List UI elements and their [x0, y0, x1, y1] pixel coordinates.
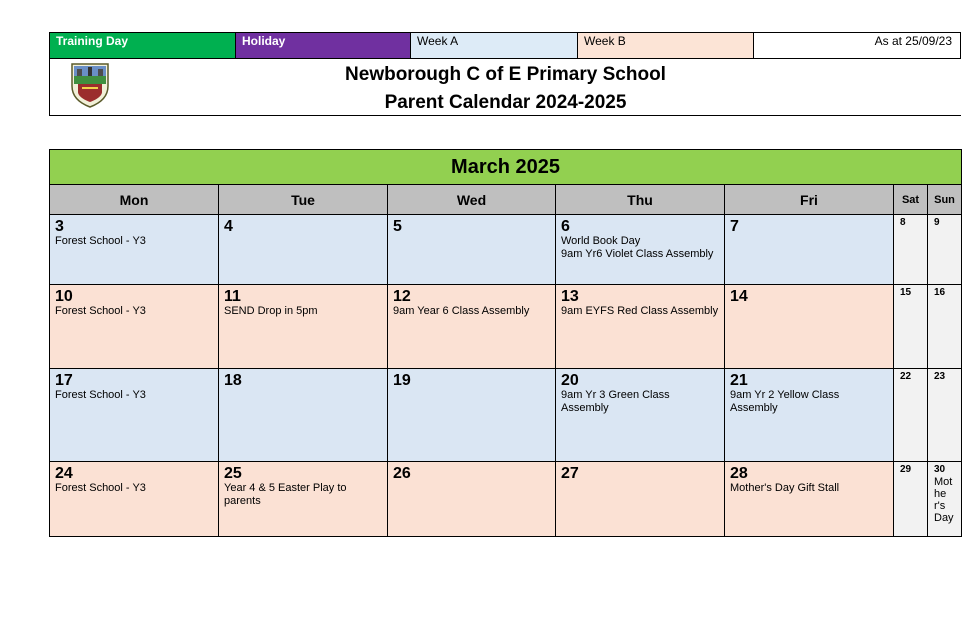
weekday-header: Tue [219, 185, 388, 215]
day-number: 15 [900, 287, 912, 298]
calendar-event: Year 4 & 5 Easter Play to parents [224, 482, 347, 507]
day-number: 8 [900, 217, 906, 228]
day-number: 17 [55, 372, 73, 389]
weekend-day-cell [928, 285, 962, 369]
legend-training-day: Training Day [50, 33, 236, 58]
calendar-event: Mother's Day [934, 476, 954, 524]
calendar-legend [49, 32, 961, 59]
calendar-event: 9am EYFS Red Class Assembly [561, 305, 719, 317]
day-number: 27 [561, 465, 579, 482]
calendar-event: 9am Yr 3 Green Class Assembly [561, 389, 670, 414]
day-cell [219, 369, 388, 462]
weekday-header: Sat [894, 185, 928, 215]
day-cell [725, 285, 894, 369]
calendar-week-row [50, 462, 962, 537]
day-cell [50, 369, 219, 462]
weekend-day-cell [894, 462, 928, 537]
day-number: 18 [224, 372, 242, 389]
calendar-event: 9am Yr 2 Yellow Class Assembly [730, 389, 840, 414]
day-number: 10 [55, 288, 73, 305]
day-number: 4 [224, 218, 233, 235]
day-cell [388, 462, 556, 537]
day-number: 23 [934, 371, 946, 382]
calendar-week-row [50, 285, 962, 369]
day-number: 22 [900, 371, 912, 382]
day-cell [556, 462, 725, 537]
day-number: 26 [393, 465, 411, 482]
day-number: 13 [561, 288, 579, 305]
as-at-date: As at 25/09/23 [874, 34, 952, 48]
day-number: 9 [934, 217, 940, 228]
calendar-event: SEND Drop in 5pm [224, 305, 318, 317]
day-cell [50, 215, 219, 285]
weekday-header: Sun [928, 185, 962, 215]
school-name: Newborough C of E Primary School [345, 64, 666, 85]
calendar-event: Forest School - Y3 [55, 482, 146, 494]
calendar-title: Parent Calendar 2024-2025 [384, 92, 627, 113]
weekday-header: Wed [388, 185, 556, 215]
month-title: March 2025 [50, 150, 962, 185]
weekday-header: Fri [725, 185, 894, 215]
day-number: 3 [55, 218, 64, 235]
day-cell [725, 462, 894, 537]
calendar-week-row [50, 215, 962, 285]
day-number: 5 [393, 218, 402, 235]
weekday-header: Thu [556, 185, 725, 215]
legend-holiday: Holiday [236, 33, 411, 58]
day-number: 7 [730, 218, 739, 235]
calendar-event: Forest School - Y3 [55, 389, 146, 401]
day-number: 30 [934, 464, 946, 475]
day-cell [556, 369, 725, 462]
weekend-day-cell [928, 462, 962, 537]
day-number: 29 [900, 464, 912, 475]
day-cell [388, 285, 556, 369]
day-number: 21 [730, 372, 748, 389]
legend-week-b: Week B [578, 33, 754, 58]
day-number: 28 [730, 465, 748, 482]
day-cell [556, 215, 725, 285]
weekend-day-cell [928, 369, 962, 462]
weekday-header: Mon [50, 185, 219, 215]
legend-week-a: Week A [411, 33, 578, 58]
calendar-event: Mother's Day Gift Stall [730, 482, 840, 494]
day-cell [725, 369, 894, 462]
day-cell [219, 285, 388, 369]
day-cell [50, 462, 219, 537]
calendar-week-row [50, 369, 962, 462]
day-number: 12 [393, 288, 411, 305]
weekend-day-cell [894, 285, 928, 369]
day-cell [388, 215, 556, 285]
day-number: 16 [934, 287, 946, 298]
day-number: 20 [561, 372, 579, 389]
document-header [49, 58, 961, 116]
day-cell [725, 215, 894, 285]
weekend-day-cell [894, 369, 928, 462]
weekend-day-cell [928, 215, 962, 285]
weekend-day-cell [894, 215, 928, 285]
day-cell [219, 215, 388, 285]
calendar-event: 9am Year 6 Class Assembly [393, 305, 530, 317]
month-calendar [49, 149, 962, 537]
day-number: 6 [561, 218, 570, 235]
day-number: 24 [55, 465, 73, 482]
weekday-header-row [50, 185, 962, 215]
calendar-event: 9am Yr6 Violet Class Assembly [561, 248, 714, 260]
day-cell [388, 369, 556, 462]
calendar-event: Forest School - Y3 [55, 305, 146, 317]
day-number: 25 [224, 465, 242, 482]
calendar-event: World Book Day [561, 235, 641, 247]
day-number: 14 [730, 288, 748, 305]
day-cell [219, 462, 388, 537]
day-cell [556, 285, 725, 369]
day-number: 11 [224, 288, 241, 305]
day-number: 19 [393, 372, 411, 389]
calendar-event: Forest School - Y3 [55, 235, 146, 247]
day-cell [50, 285, 219, 369]
